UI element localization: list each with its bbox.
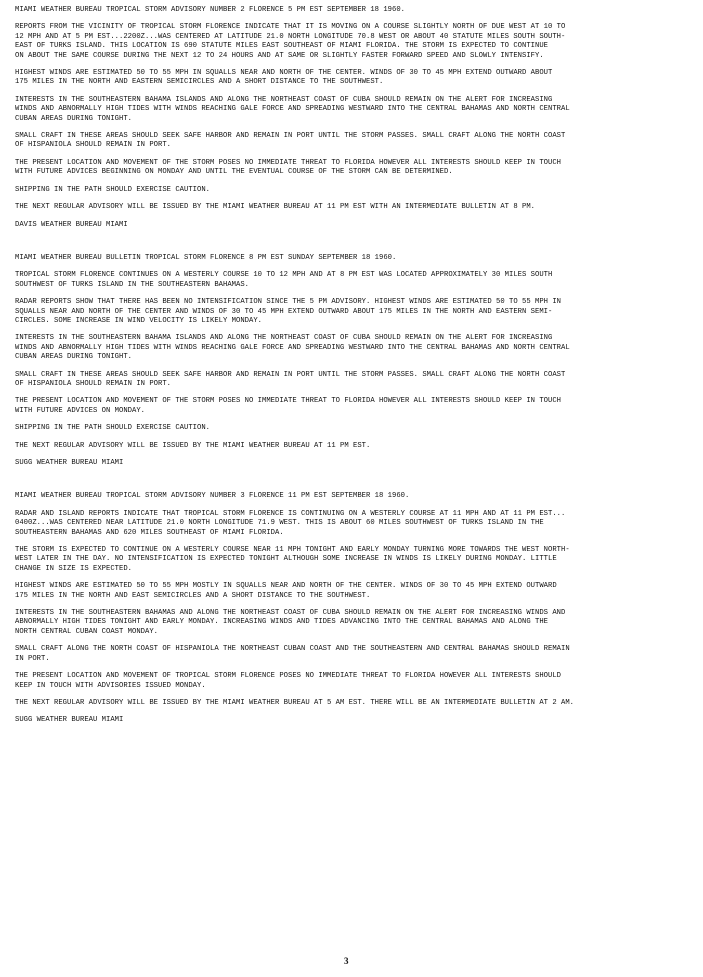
advisory-3-paragraph-6: THE PRESENT LOCATION AND MOVEMENT OF TROPICAL STORM FLORENCE POSES NO IMMEDIATE THREAT TO FLORIDA HOWEVER ALL INTERESTS SHOULD KEEP IN TOUCH WITH ADVISORIES ISSUED MONDAY.	[15, 672, 561, 690]
page-number: 3	[344, 956, 349, 966]
bulletin-paragraph-2: RADAR REPORTS SHOW THAT THERE HAS BEEN NO INTENSIFICATION SINCE THE 5 PM ADVISORY. HIGHEST WINDS ARE ESTIMATED 50 TO 55 MPH IN SQUALLS NEAR AND NORTH OF THE CENTER AND WINDS OF 30 TO 45 MPH EXTEND OUTWARD ABOUT 175 MILES IN THE NORTH AND EASTERN SEMI- CIRCLES. SOME INCREASE IN WIND VELOCITY IS LIKELY MONDAY.	[15, 298, 561, 325]
advisory-number-3	[15, 492, 699, 725]
advisory-3-paragraph-1: RADAR AND ISLAND REPORTS INDICATE THAT TROPICAL STORM FLORENCE IS CONTINUING ON A WESTERLY COURSE AT 11 MPH AND AT 11 PM EST... 0400Z...WAS CENTERED NEAR LATITUDE 21.0 NORTH LONGITUDE 71.9 WEST. THIS IS ABOUT 60 MILES SOUTHWEST OF TURKS ISLAND IN THE SOUTHEASTERN BAHAMAS AND 620 MILES SOUTHEAST OF MIAMI FLORIDA.	[15, 509, 566, 537]
advisory-2-paragraph-4: SMALL CRAFT IN THESE AREAS SHOULD SEEK SAFE HARBOR AND REMAIN IN PORT UNTIL THE STORM PASSES. SMALL CRAFT ALONG THE NORTH COAST OF HISPANIOLA SHOULD REMAIN IN PORT.	[15, 132, 566, 150]
advisory-3-paragraph-2: THE STORM IS EXPECTED TO CONTINUE ON A WESTERLY COURSE NEAR 11 MPH TONIGHT AND EARLY MONDAY TURNING MORE TOWARDS THE WEST NORTH- WEST LATER IN THE DAY. NO INTENSIFICATION IS EXPECTED TONIGHT ALTHOUGH SOME INCREASE IN WINDS IS LIKELY DURING MONDAY. LITTLE CHANGE IN SIZE IS EXPECTED.	[15, 546, 570, 573]
advisory-2-paragraph-1: REPORTS FROM THE VICINITY OF TROPICAL STORM FLORENCE INDICATE THAT IT IS MOVING ON A COURSE SLIGHTLY NORTH OF DUE WEST AT 10 TO 12 MPH AND AT 5 PM EST...2200Z...WAS CENTERED AT LATITUDE 21.0 NORTH LONGITUDE 70.8 WEST OR ABOUT 40 STATUTE MILES SOUTH SOUTH- EAST OF TURKS ISLAND. THIS LOCATION IS 690 STATUTE MILES EAST SOUTHEAST OF MIAMI FLORIDA. THE STORM IS EXPECTED TO CONTINUE ON ABOUT THE SAME COURSE DURING THE NEXT 12 TO 24 HOURS AND AT SAME OR SLIGHTLY FASTER FORWARD SPEED AND SLOWLY INTENSIFY.	[15, 23, 566, 60]
advisory-2-header: MIAMI WEATHER BUREAU TROPICAL STORM ADVISORY NUMBER 2 FLORENCE 5 PM EST SEPTEMBER 18 1960.	[15, 6, 405, 14]
advisory-2-paragraph-5: THE PRESENT LOCATION AND MOVEMENT OF THE STORM POSES NO IMMEDIATE THREAT TO FLORIDA HOWEVER ALL INTERESTS SHOULD KEEP IN TOUCH WITH FUTURE ADVICES BEGINNING ON MONDAY AND UNTIL THE EVENTUAL COURSE OF THE STORM CAN BE DETERMINED.	[15, 158, 561, 177]
advisory-2-paragraph-2: HIGHEST WINDS ARE ESTIMATED 50 TO 55 MPH IN SQUALLS NEAR AND NORTH OF THE CENTER. WINDS OF 30 TO 45 MPH EXTEND OUTWARD ABOUT 175 MILES IN THE NORTH AND EASTERN SEMICIRCLES AND A SHORT DISTANCE TO THE SOUTHWEST.	[15, 69, 553, 87]
document-page	[15, 6, 699, 734]
advisory-2-paragraph-7: THE NEXT REGULAR ADVISORY WILL BE ISSUED BY THE MIAMI WEATHER BUREAU AT 11 PM EST WITH AN INTERMEDIATE BULLETIN AT 8 PM.	[15, 203, 535, 212]
advisory-3-signature: SUGG WEATHER BUREAU MIAMI	[15, 716, 124, 725]
advisory-2-signature: DAVIS WEATHER BUREAU MIAMI	[15, 220, 128, 229]
bulletin-paragraph-6: SHIPPING IN THE PATH SHOULD EXERCISE CAUTION.	[15, 424, 210, 433]
advisory-2-paragraph-6: SHIPPING IN THE PATH SHOULD EXERCISE CAUTION.	[15, 185, 210, 194]
advisory-3-paragraph-3: HIGHEST WINDS ARE ESTIMATED 50 TO 55 MPH MOSTLY IN SQUALLS NEAR AND NORTH OF THE CENTER. WINDS OF 30 TO 45 MPH EXTEND OUTWARD 175 MILES IN THE NORTH AND EAST SEMICIRCLES AND A SHORT DISTANCE TO THE SOUTHWEST.	[15, 582, 557, 600]
bulletin-paragraph-3: INTERESTS IN THE SOUTHEASTERN BAHAMA ISLANDS AND ALONG THE NORTHEAST COAST OF CUBA SHOULD REMAIN ON THE ALERT FOR INCREASING WINDS AND ABNORMALLY HIGH TIDES WITH WINDS REACHING GALE FORCE AND SPREADING WESTWARD INTO THE CENTRAL BAHAMAS AND NORTH CENTRAL CUBAN AREAS DURING TONIGHT.	[15, 334, 570, 362]
bulletin-paragraph-7: THE NEXT REGULAR ADVISORY WILL BE ISSUED BY THE MIAMI WEATHER BUREAU AT 11 PM EST.	[15, 441, 371, 450]
bulletin-8pm	[15, 254, 699, 469]
bulletin-paragraph-5: THE PRESENT LOCATION AND MOVEMENT OF THE STORM POSES NO IMMEDIATE THREAT TO FLORIDA HOWEVER ALL INTERESTS SHOULD KEEP IN TOUCH WITH FUTURE ADVICES ON MONDAY.	[15, 397, 561, 415]
bulletin-signature: SUGG WEATHER BUREAU MIAMI	[15, 459, 124, 467]
advisory-3-paragraph-5: SMALL CRAFT ALONG THE NORTH COAST OF HISPANIOLA THE NORTHEAST CUBAN COAST AND THE SOUTHEASTERN AND CENTRAL BAHAMAS SHOULD REMAIN IN PORT.	[15, 645, 570, 663]
bulletin-paragraph-1: TROPICAL STORM FLORENCE CONTINUES ON A WESTERLY COURSE 10 TO 12 MPH AND AT 8 PM EST WAS LOCATED APPROXIMATELY 30 MILES SOUTH SOUTHWEST OF TURKS ISLAND IN THE SOUTHEASTERN BAHAMAS.	[15, 271, 553, 289]
advisory-2-paragraph-3: INTERESTS IN THE SOUTHEASTERN BAHAMA ISLANDS AND ALONG THE NORTHEAST COAST OF CUBA SHOULD REMAIN ON THE ALERT FOR INCREASING WINDS AND ABNORMALLY HIGH TIDES WITH WINDS REACHING GALE FORCE AND SPREADING WESTWARD INTO THE CENTRAL BAHAMAS AND NORTH CENTRAL CUBAN AREAS DURING TONIGHT.	[15, 95, 570, 123]
bulletin-paragraph-4: SMALL CRAFT IN THESE AREAS SHOULD SEEK SAFE HARBOR AND REMAIN IN PORT UNTIL THE STORM PASSES. SMALL CRAFT ALONG THE NORTH COAST OF HISPANIOLA SHOULD REMAIN IN PORT.	[15, 370, 566, 388]
advisory-3-paragraph-7: THE NEXT REGULAR ADVISORY WILL BE ISSUED BY THE MIAMI WEATHER BUREAU AT 5 AM EST. THERE WILL BE AN INTERMEDIATE BULLETIN AT 2 AM.	[15, 698, 574, 707]
advisory-3-paragraph-4: INTERESTS IN THE SOUTHEASTERN BAHAMAS AND ALONG THE NORTHEAST COAST OF CUBA SHOULD REMAIN ON THE ALERT FOR INCREASING WINDS AND ABNORMALLY HIGH TIDES TONIGHT AND EARLY MONDAY. INCREASING WINDS AND TIDES ADVANCING INTO THE CENTRAL BAHAMAS AND ALONG THE NORTH CENTRAL CUBAN COAST MONDAY.	[15, 609, 566, 636]
advisory-3-header: MIAMI WEATHER BUREAU TROPICAL STORM ADVISORY NUMBER 3 FLORENCE 11 PM EST SEPTEMBER 18 1960.	[15, 492, 410, 501]
advisory-number-2	[15, 6, 699, 230]
bulletin-header: MIAMI WEATHER BUREAU BULLETIN TROPICAL STORM FLORENCE 8 PM EST SUNDAY SEPTEMBER 18 1960.	[15, 253, 397, 262]
